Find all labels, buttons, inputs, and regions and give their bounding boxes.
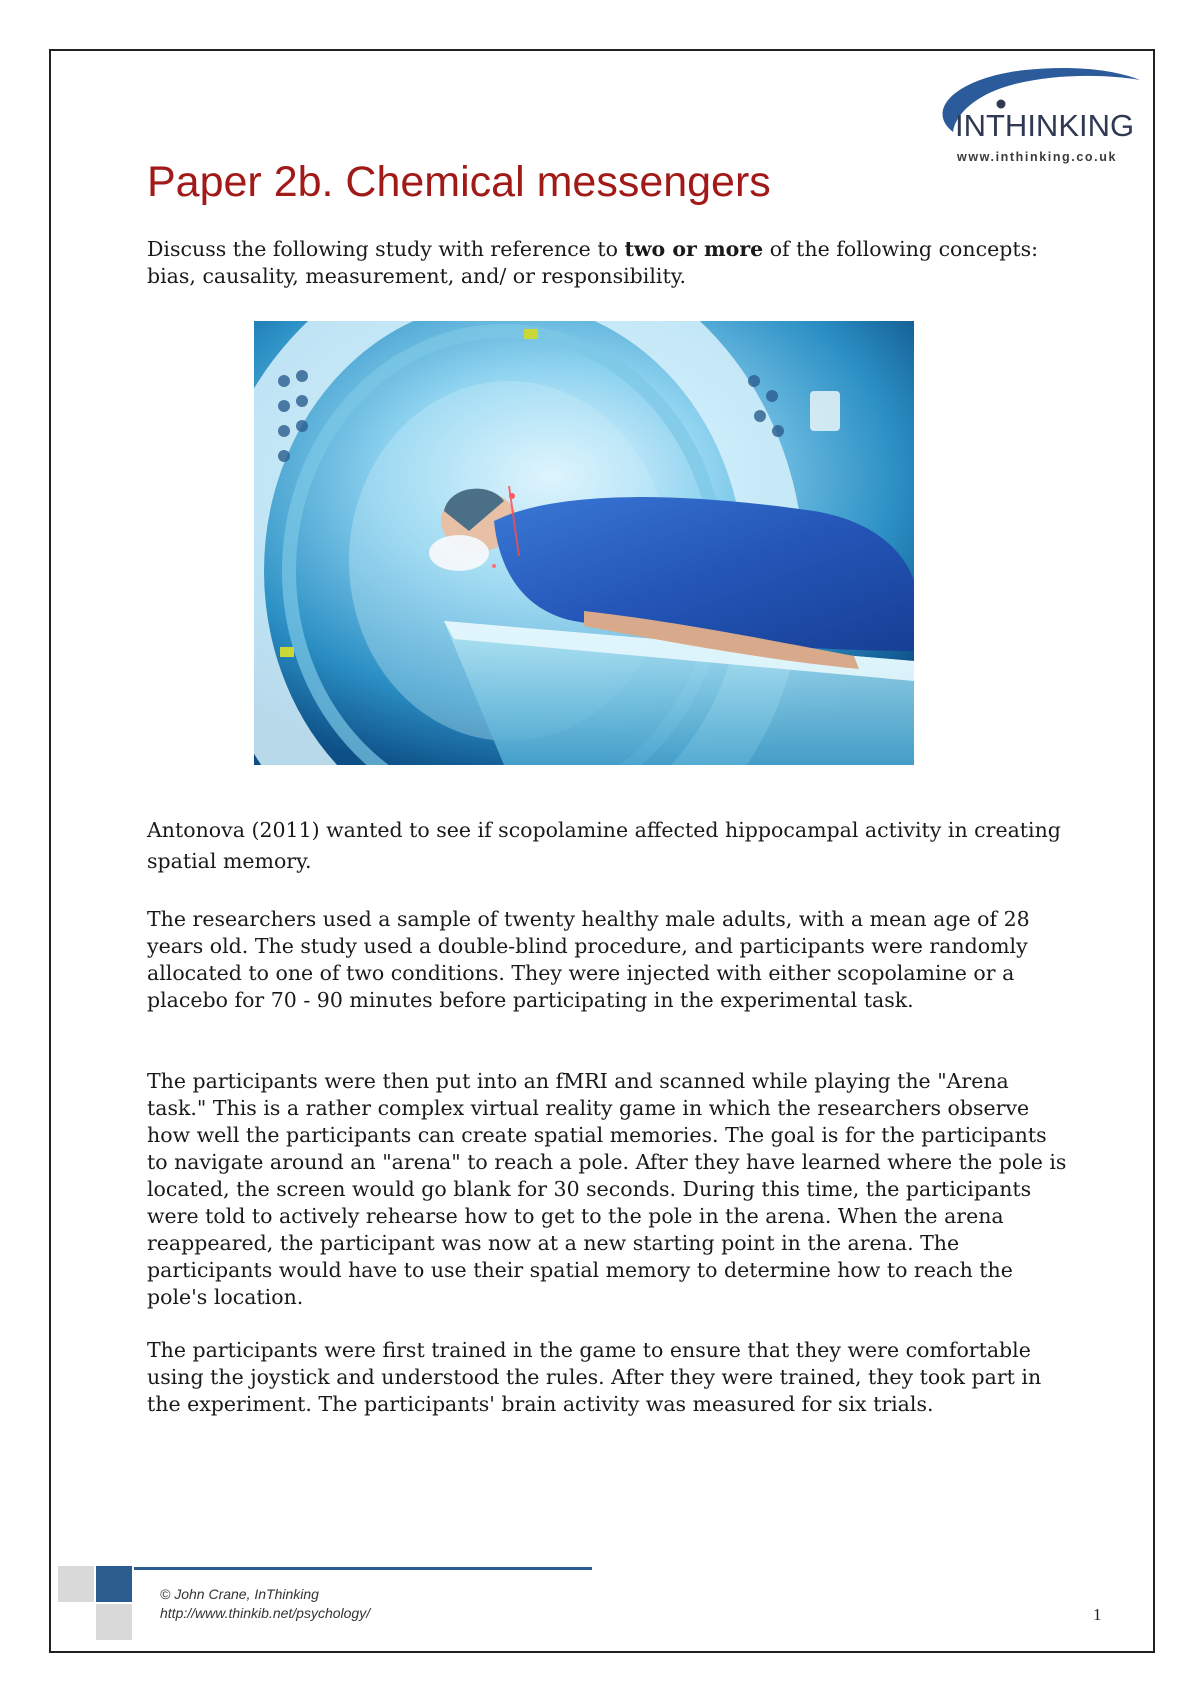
paragraph-sample: The researchers used a sample of twenty healthy male adults, with a mean age of 28 years old. The study used a double-blind procedure, and participants were randomly allocated to one of two conditions. They were injected with either scopolamine or a placebo for 70 - 90 minutes before participating in the experimental task. xyxy=(147,907,1030,1012)
footer-squares-decoration xyxy=(58,1566,134,1644)
footer-credits xyxy=(160,1585,370,1623)
page-title: Paper 2b. Chemical messengers xyxy=(147,158,771,206)
paragraph-training: The participants were first trained in the game to ensure that they were comfortable using the joystick and understood the rules. After they were trained, they took part in the experiment. The participants' brain activity was measured for six trials. xyxy=(147,1338,1042,1416)
prompt-emphasis: two or more xyxy=(624,237,764,261)
logo-url: www.inthinking.co.uk xyxy=(957,150,1118,164)
page-number: 1 xyxy=(1093,1605,1102,1624)
footer-url[interactable]: http://www.thinkib.net/psychology/ xyxy=(160,1605,371,1621)
discussion-prompt xyxy=(147,236,1077,290)
paragraph-aim: Antonova (2011) wanted to see if scopolamine affected hippocampal activity in creating spatial memory. xyxy=(147,818,1061,873)
mri-scanner-photo xyxy=(254,321,914,765)
prompt-text-end: of the following concepts: bias, causality, measurement, and/ or responsibility. xyxy=(147,237,1038,288)
inthinking-logo xyxy=(915,60,1145,170)
footer-divider xyxy=(134,1567,592,1570)
footer-copyright: © John Crane, InThinking xyxy=(160,1586,319,1602)
prompt-text-start: Discuss the following study with reference to xyxy=(147,237,625,261)
logo-wordmark: INTHINKING xyxy=(955,108,1135,143)
paragraph-procedure: The participants were then put into an fMRI and scanned while playing the "Arena task." This is a rather complex virtual reality game in which the researchers observe how well the participants can create spatial memories. The goal is for the participants to navigate around an "arena" to reach a pole. After they have learned where the pole is located, the screen would go blank for 30 seconds. During this time, the participants were told to actively rehearse how to get to the pole in the arena. When the arena reappeared, the participant was now at a new starting point in the arena. The participants would have to use their spatial memory to determine how to reach the pole's location. xyxy=(147,1069,1067,1309)
